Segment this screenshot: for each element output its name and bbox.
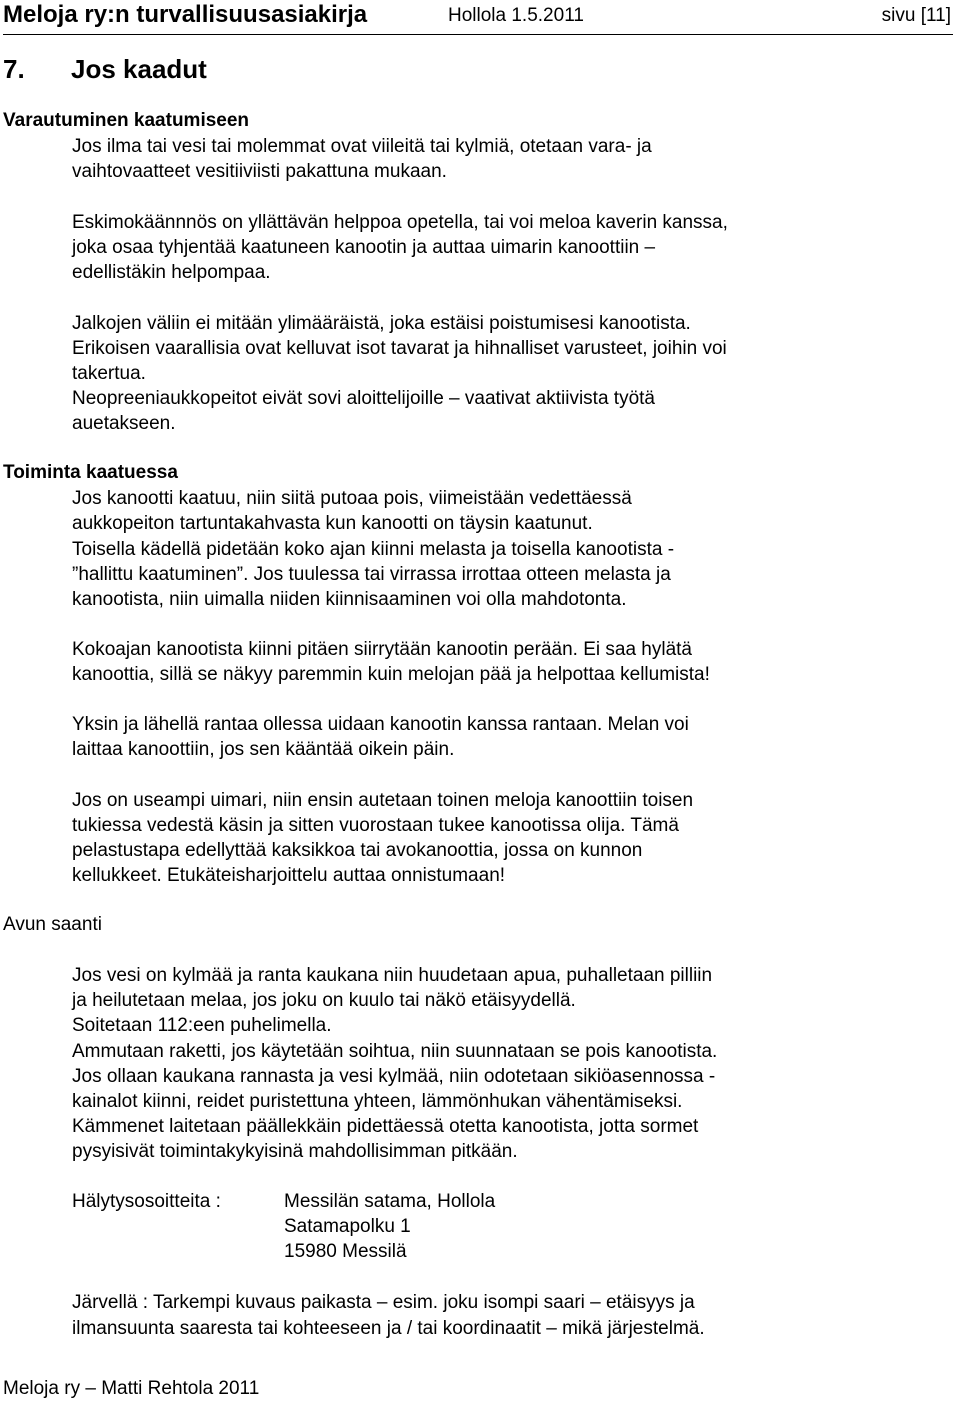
- text-line: Yksin ja lähellä rantaa ollessa uidaan kanootin kanssa rantaan. Melan voi: [72, 714, 689, 735]
- text-line: kellukkeet. Etukäteisharjoittelu auttaa onnistumaan!: [72, 865, 506, 886]
- page-footer: Meloja ry – Matti Rehtola 2011: [3, 1378, 260, 1399]
- text-line: pelastustapa edellyttää kaksikkoa tai avokanoottia, jossa on kunnon: [72, 840, 643, 861]
- chapter-number: 7.: [3, 54, 25, 84]
- text-line: joka osaa tyhjentää kaatuneen kanootin ja auttaa uimarin kanoottiin –: [72, 237, 656, 258]
- text-line: Jos on useampi uimari, niin ensin autetaan toinen meloja kanoottiin toisen: [72, 790, 694, 811]
- chapter-heading: [3, 54, 207, 85]
- text-line: Jos ollaan kaukana rannasta ja vesi kylmää, niin odotetaan sikiöasennossa -: [72, 1066, 716, 1087]
- text-line: auetakseen.: [72, 413, 176, 434]
- lake-location-line: ilmansuunta saaresta tai kohteeseen ja / tai koordinaatit – mikä järjestelmä.: [72, 1318, 705, 1339]
- text-line: takertua.: [72, 363, 146, 384]
- document-title: Meloja ry:n turvallisuusasiakirja: [3, 1, 368, 28]
- text-line: Jos ilma tai vesi tai molemmat ovat viileitä tai kylmiä, otetaan vara- ja: [72, 136, 652, 157]
- text-line: Kokoajan kanootista kiinni pitäen siirrytään kanootin perään. Ei saa hylätä: [72, 639, 692, 660]
- text-line: vaihtovaatteet vesitiiviisti pakattuna mukaan.: [72, 161, 447, 182]
- text-line: Neopreeniaukkopeitot eivät sovi aloittelijoille – vaativat aktiivista työtä: [72, 388, 655, 409]
- text-line: Ammutaan raketti, jos käytetään soihtua, niin suunnataan se pois kanootista.: [72, 1041, 718, 1062]
- text-line: ja heilutetaan melaa, jos joku on kuulo tai näkö etäisyydellä.: [72, 990, 576, 1011]
- text-line: Erikoisen vaarallisia ovat kelluvat isot tavarat ja hihnalliset varusteet, joihin voi: [72, 338, 727, 359]
- text-line: Toisella kädellä pidetään koko ajan kiinni melasta ja toisella kanootista -: [72, 539, 675, 560]
- section-label-avun-saanti: Avun saanti: [3, 914, 102, 935]
- emergency-address-line: Satamapolku 1: [284, 1216, 411, 1237]
- text-line: kanoottia, sillä se näkyy paremmin kuin melojan pää ja helpottaa kellumista!: [72, 664, 710, 685]
- text-line: tukiessa vedestä käsin ja sitten vuorostaan tukee kanootissa olija. Tämä: [72, 815, 679, 836]
- chapter-title: Jos kaadut: [71, 54, 207, 84]
- page-number: sivu [11]: [881, 5, 951, 26]
- text-line: Kämmenet laitetaan päällekkäin pidettäessä otetta kanootista, jotta sormet: [72, 1116, 699, 1137]
- text-line: ”hallittu kaatuminen”. Jos tuulessa tai virrassa irrottaa otteen melasta ja: [72, 564, 671, 585]
- text-line: edellistäkin helpompaa.: [72, 262, 271, 283]
- lake-location-line: Järvellä : Tarkempi kuvaus paikasta – esim. joku isompi saari – etäisyys ja: [72, 1292, 695, 1313]
- text-line: kanootista, niin uimalla niiden kiinnisaaminen voi olla mahdotonta.: [72, 589, 627, 610]
- text-line: laittaa kanoottiin, jos sen kääntää oikein päin.: [72, 739, 455, 760]
- text-line: kainalot kiinni, reidet puristettuna yhteen, lämmönhukan vähentämiseksi.: [72, 1091, 683, 1112]
- emergency-address-label: Hälytysosoitteita :: [72, 1191, 221, 1212]
- text-line: aukkopeiton tartuntakahvasta kun kanootti on täysin kaatunut.: [72, 513, 593, 534]
- text-line: Jos vesi on kylmää ja ranta kaukana niin huudetaan apua, puhalletaan pilliin: [72, 965, 713, 986]
- emergency-address-line: Messilän satama, Hollola: [284, 1191, 496, 1212]
- text-line: pysyisivät toimintakykyisinä mahdollisimman pitkään.: [72, 1141, 518, 1162]
- text-line: Jalkojen väliin ei mitään ylimääräistä, joka estäisi poistumisesi kanootista.: [72, 313, 691, 334]
- text-line: Soitetaan 112:een puhelimella.: [72, 1015, 332, 1036]
- section-heading-toiminta: Toiminta kaatuessa: [3, 462, 178, 483]
- text-line: Jos kanootti kaatuu, niin siitä putoaa pois, viimeistään vedettäessä: [72, 488, 632, 509]
- place-date: Hollola 1.5.2011: [448, 5, 584, 26]
- page-header: [3, 0, 953, 35]
- text-line: Eskimokäännnös on yllättävän helppoa opetella, tai voi meloa kaverin kanssa,: [72, 212, 728, 233]
- section-heading-varautuminen: Varautuminen kaatumiseen: [3, 110, 250, 131]
- emergency-address-line: 15980 Messilä: [284, 1241, 407, 1262]
